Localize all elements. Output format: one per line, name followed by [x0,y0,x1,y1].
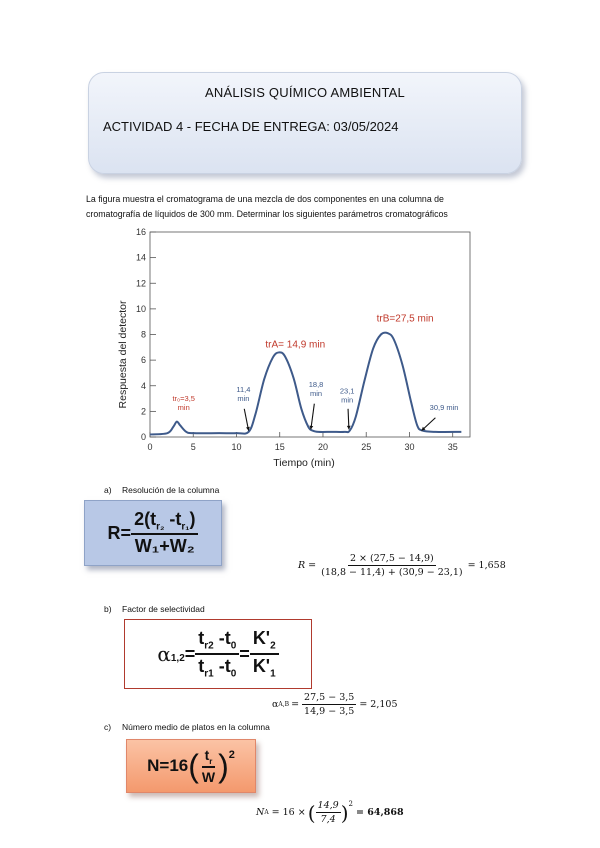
plates-calculation: N A = 16 × ( $\frac{14,9}{7,4}$ ) $^2$ = 64,868 [256,800,404,825]
intro-line-2: cromatografía de líquidos de 300 mm. Determinar los siguientes parámetros cromatográficos [86,209,448,219]
y-tick-label: 6 [140,355,146,366]
arrow-line [311,404,314,430]
y-tick-label: 10 [135,303,146,314]
y-tick-label: 12 [135,278,146,289]
y-tick-label: 2 [140,406,146,417]
plates-formula-box: N=16 ( $\frac{t_r}{W}$ ) $^2$ [126,739,256,793]
x-tick-label: 30 [404,442,415,452]
x-tick-label: 10 [231,442,242,452]
selectivity-fraction-1: $\frac{t_{r2} -t_0}{t_{r1} -t_0}$ [195,628,239,679]
intro-paragraph [86,192,516,222]
intro-line-1: La figura muestra el cromatograma de una mezcla de dos componentes en una columna de [86,194,444,204]
question-a [104,485,219,495]
plates-calc-fraction: $\frac{14,9}{7,4}$ [317,800,339,825]
y-tick-label: 0 [140,432,146,442]
x-axis-label: Tiempo (min) [273,457,335,469]
y-tick-label: 8 [140,329,146,340]
x-tick-label: 25 [361,442,372,452]
peak-annotation-unit: min [177,403,190,413]
question-c-text: Número medio de platos en la columna [122,722,270,732]
peak-annotation: 18,8 [308,380,324,390]
peak-annotation: 30,9 min [429,403,459,413]
peak-annotation: 23,1 [339,386,355,396]
question-b-label: b) [104,604,112,614]
peak-annotation: trB=27,5 min [376,313,434,325]
question-b [104,604,205,614]
peak-annotation: 11,4 [236,385,251,395]
resolution-denominator: W₁+W₂ [134,536,195,557]
chromatogram-chart [110,222,490,484]
question-b-text: Factor de selectividad [122,604,205,614]
y-tick-label: 4 [140,380,146,391]
selectivity-formula-box: α $_{1,2}$ = $\frac{t_{r2} -t_0}{t_{r1} -t_0}$ = $\frac{K'_2}{K'_1}$ [124,619,312,689]
document-title: ANÁLISIS QUÍMICO AMBIENTAL [204,85,405,100]
resolution-formula-box [84,500,222,566]
question-a-text: Resolución de la columna [122,485,220,495]
selectivity-fraction-2: $\frac{K'_2}{K'_1}$ [250,628,279,679]
y-axis-label: Respuesta del detector [117,300,129,409]
x-tick-label: 35 [447,442,458,452]
x-tick-label: 20 [317,442,328,452]
peak-annotation-unit: min [237,394,250,404]
x-tick-label: 0 [147,442,153,452]
selectivity-calc-fraction: $\frac{27,5 - 3,5}{14,9 - 3,5}$ [304,692,355,717]
resolution-fraction [131,509,198,558]
x-tick-label: 5 [190,442,196,452]
header-box [88,72,522,174]
question-a-label: a) [104,485,112,495]
y-tick-label: 14 [135,252,146,263]
resolution-numerator: $2(t_{r_2}$ $-t_{r_1}$) [131,509,198,536]
x-tick-label: 15 [274,442,285,452]
peak-annotation-unit: min [341,395,354,405]
resolution-calculation: R = $\frac{2 \times (27,5 - 14,9)}{(18,8 - 11,4) + (30,9 - 23,1)}$ = 1,658 [298,553,506,578]
resolution-calc-fraction: $\frac{2 \times (27,5 - 14,9)}{(18,8 - 11,4) + (30,9 - 23,1)}$ [321,553,463,578]
question-c-label: c) [104,722,112,732]
peak-annotation-unit: min [310,389,323,399]
resolution-lhs: R= [107,522,132,543]
plates-fraction: $\frac{t_r}{W}$ [201,746,216,786]
peak-annotation: tr₀=3,5 [172,394,195,404]
y-tick-label: 16 [135,227,146,237]
activity-subtitle: ACTIVIDAD 4 - FECHA DE ENTREGA: 03/05/2024 [103,119,399,134]
question-c [104,722,270,732]
plot-frame [150,232,470,437]
selectivity-calculation: α A,B = $\frac{27,5 - 3,5}{14,9 - 3,5}$ = 2,105 [272,692,398,717]
peak-annotation: trA= 14,9 min [265,339,326,351]
